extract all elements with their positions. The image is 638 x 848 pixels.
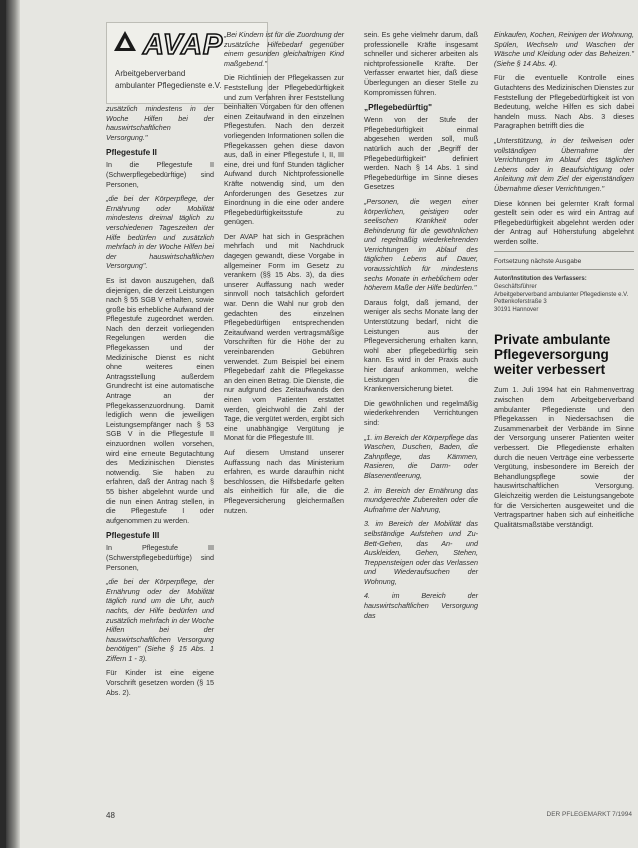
address-line: 30191 Hannover xyxy=(494,306,539,313)
paragraph: sein. Es gehe vielmehr darum, daß professionelle Kräfte insgesamt schneller und sicherer arbeiten als nichtprofessionelle Kräfte. Der Verfasser erwartet hier, daß diese Überlegungen an dieser Stelle zu Kompromissen führen. xyxy=(364,30,478,97)
author-address xyxy=(494,276,634,314)
org-name-line1: Arbeitgeberverband xyxy=(115,69,186,78)
paragraph: Für die eventuelle Kontrolle eines Gutachtens des Medizinischen Dienstes zur Feststellung der Pflegebedürftigkeit ist von Bedeutung, welche Hilfen es sich dabei handeln muss. Nach Abs. 3 dieses Paragraphen betrifft dies die xyxy=(494,73,634,131)
paragraph: Die Richtlinien der Pflegekassen zur Feststellung der Pflegebedürftigkeit und zum Verfahren ihrer Feststellung beinhalten Vorgaben für den offenen einen Zeitaufwand in den einzelnen Pflegestufen. Nach den derzeit vorliegenden Informationen sollen die Pflegekassen gehen diese davon aus, daß in einer Pflegestufe I, II, III eine, drei und fünf Stunden täglicher Aufwand durch Nichtprofessionelle Kräfte notwendig sind, um den Anforderungen des Gesetzes zur Einordnung in die eine oder andere Pflegebedürftigkeitsstufe zu genügen. xyxy=(224,73,344,227)
paragraph: „Bei Kindern ist für die Zuordnung der zusätzliche Hilfebedarf gegenüber einem gesunden gleichaltrigen Kind maßgebend." xyxy=(224,30,344,68)
page-spine-shadow xyxy=(6,0,20,848)
paragraph: Die gewöhnlichen und regelmäßig wiederkehrenden Verrichtungen sind: xyxy=(364,398,478,427)
paragraph: Auf diesem Umstand unserer Auffassung nach das Ministerium erfahren, es wurde daraufhin nicht beschlossen, die Hilfsbedarfe gelten als einheitlich für alle, die die Pflegeversicherung gleichermaßen nutzen. xyxy=(224,447,344,515)
title-line: Private ambulante xyxy=(494,332,611,348)
section-heading: „Pflegebedürftig" xyxy=(364,103,433,113)
org-name-line2: ambulanter Pflegedienste e.V. xyxy=(115,81,222,90)
article-title xyxy=(494,332,634,377)
paragraph: Zum 1. Juli 1994 hat ein Rahmenvertrag zwischen dem Arbeitgeberverband ambulanter Pflegedienste und den Pflegekassen in Niedersachsen die Zusammenarbeit der Verbände im Sinne der Versorgung unserer Patienten weiter verbessert. Die Pflegedienste erhalten durch die neuen Verträge eine verbesserte Vergütung, insbesondere im Bereich der Behandlungspflege sowie der hauswirtschaftlichen Versorgung. Gleichzeitig werden die Leistungsangebote für die Versicherten ausgeweitet und die Vertragspartner haben sich auf einheitliche Qualitätsmaßstäbe verständigt. xyxy=(494,385,634,529)
address-line: Geschäftsführer xyxy=(494,284,537,291)
paragraph: Wenn von der Stufe der Pflegebedürftigkeit einmal abgesehen werden soll, muß natürlich auch der „Begriff der Pflegebedürftigkeit" definiert werden. Nach § 14 Abs. 1 sind Pflegebedürftige im Sinne dieses Gesetzes xyxy=(364,115,478,192)
paragraph: „Unterstützung, in der teilweisen oder vollständigen Übernahme der Verrichtungen im Ablauf des täglichen Lebens oder in Beaufsichtigung oder Anleitung mit dem Ziel der eigenständigen Übernahme dieser Verrichtungen." xyxy=(494,135,634,193)
title-line: weiter verbessert xyxy=(494,362,606,378)
paragraph: „die bei der Körperpflege, der Ernährung oder der Mobilität täglich rund um die Uhr, auch nachts, der Hilfe bedürfen und zusätzlich mehrfach in der Woche Hilfen bei der hauswirtschaftlichen Versorgung benötigen" (Siehe § 15 Abs. 1 Ziffern 1 - 3). xyxy=(106,577,214,663)
divider xyxy=(494,251,634,252)
section-heading: Pflegestufe III xyxy=(106,531,160,541)
paragraph: Für Kinder ist eine eigene Vorschrift gesetzen worden (§ 15 Abs. 2). xyxy=(106,668,214,697)
triangle-logo-icon xyxy=(113,29,137,53)
text-column-2 xyxy=(224,30,344,520)
title-line: Pflegeversorgung xyxy=(494,347,609,363)
text-column-3 xyxy=(364,30,478,625)
paragraph: Es ist davon auszugehen, daß diejenigen, die derzeit Leistungen nach § 55 SGB V erhalten, sowie große bis erhebliche Aufwand der Pflegestufe zugeordnet werden. Nach den derzeit vorliegenden Regelungen werden die Pflegekassen und der Medizinische Dienst es nicht ohne weiteres einen Antragsstellung außerdem Grundrecht ist eine automatische Antrage an der Pflegekassenzuordnung. Damit lediglich wenn die jeweiligen Leistungsempfänger nach § 53 SGB V in die Pflegestufe II einzuordnen wollen vorsehen, wird eine erneute Begutachtung des Medizinischen Dienstes notwendig. Sie haben zu erfahren, daß der Antrag nach § 55 bisher abgelehnt wurde und die nun einen Antrag stellen, in die Pflegestufe I oder aufgenommen zu werden. xyxy=(106,275,214,525)
paragraph: „die bei der Körperpflege, der Ernährung oder Mobilität mindestens dreimal täglich zu verschiedenen Tageszeiten der Hilfe bedürfen und zusätzlich mehrfach in der Woche Hilfen bei der hauswirtschaftlichen Versorgung". xyxy=(106,194,214,271)
publication-footer: DER PFLEGEMARKT 7/1994 xyxy=(546,811,632,818)
address-line: Pettenkoferstraße 3 xyxy=(494,299,547,306)
divider xyxy=(494,269,634,270)
section-heading: Pflegestufe II xyxy=(106,148,157,158)
paragraph: Der AVAP hat sich in Gesprächen mehrfach und mit Nachdruck dagegen gewandt, diese Vorgabe in allgemeiner Form im Gesetz zu verankern (§§ 15 Abs. 3), da dies unserer Auffassung nach weder sinnvoll noch tatsächlich gefordert war. Denn die Wahl nur grob den gedachten des einzelnen Pflegebedürftigen entsprechenden Zeitaufwand werden vertragsmäßige Vorschriften für die Höhe der zu vereinbarenden Gebühren verwendet. Zum Beispiel bei einem Pflegebedarf zahlt die Pflegekasse an den einen Betrag. Die Dienste, die nur aufgrund des Zeitaufwands den einen vom Patienten erstattet werden, gleichwohl die Zahl der Tage, die vergütet werden, ergibt sich eine unabhängige Vergütung je Monat für die Pflegestufe III. xyxy=(224,231,344,443)
address-line: Autor/Institution des Verfassers: xyxy=(494,276,587,283)
article-body xyxy=(494,385,634,529)
paragraph: Daraus folgt, daß jemand, der weniger als sechs Monate lang der Unterstützung bedarf, nicht die Leistungen aus der Pflegeversicherung erhalten kann, wohl aber pflegebedürftig sein kann. Es wird in der Praxis auch hier darauf ankommen, welche Leistungen die Krankenversicherung bietet. xyxy=(364,297,478,394)
text-column-1 xyxy=(106,104,214,702)
page-number: 48 xyxy=(106,811,115,820)
paragraph: In Pflegestufe III (Schwerstpflegebedürftige) sind Personen, xyxy=(106,543,214,572)
paragraph: In die Pflegestufe II (Schwerpflegebedürftige) sind Personen, xyxy=(106,160,214,189)
column-4-body xyxy=(494,30,634,246)
address-line: Arbeitgeberverband ambulanter Pflegedienste e.V. xyxy=(494,291,629,298)
text-column-4 xyxy=(494,30,634,534)
paragraph: „Personen, die wegen einer körperlichen, geistigen oder seelischen Krankheit oder Behinderung für die gewöhnlichen und regelmäßig wiederkehrenden Verrichtungen im Ablauf des täglichen Lebens auf Dauer, voraussichtlich für mindestens sechs Monate in erheblichem oder höherem Maße der Hilfe bedürfen." xyxy=(364,196,478,293)
paragraph: 2. im Bereich der Ernährung das mundgerechte Zubereiten oder die Aufnahme der Nahrung, xyxy=(364,485,478,514)
magazine-page xyxy=(6,0,638,848)
paragraph: 4. im Bereich der hauswirtschaftlichen Versorgung das xyxy=(364,591,478,620)
paragraph: „1. im Bereich der Körperpflege das Waschen, Duschen, Baden, die Zahnpflege, das Kämmen, Rasieren, die Darm- oder Blasenentleerung, xyxy=(364,432,478,480)
paragraph: zusätzlich mindestens in der Woche Hilfen bei der hauswirtschaftlichen Versorgung." xyxy=(106,104,214,142)
continuation-note: Fortsetzung nächste Ausgabe xyxy=(494,258,582,266)
paragraph: Einkaufen, Kochen, Reinigen der Wohnung, Spülen, Wechseln und Waschen der Wäsche und Kleidung oder das Beheizen." (Siehe § 14 Abs. 4). xyxy=(494,30,634,68)
brand-text: AVAP xyxy=(143,29,224,58)
paragraph: 3. im Bereich der Mobilität das selbständige Aufstehen und Zu-Bett-Gehen, das An- und Auskleiden, Gehen, Stehen, Treppensteigen oder das Verlassen und Wiederaufsuchen der Wohnung, xyxy=(364,519,478,586)
paragraph: Diese können bei gelernter Kraft formal gestellt sein oder es wird ein Antrag auf Pflegebedürftigkeit abgelehnt werden oder der Antrag auf Höherstufung abgelehnt werden sollte. xyxy=(494,198,634,246)
